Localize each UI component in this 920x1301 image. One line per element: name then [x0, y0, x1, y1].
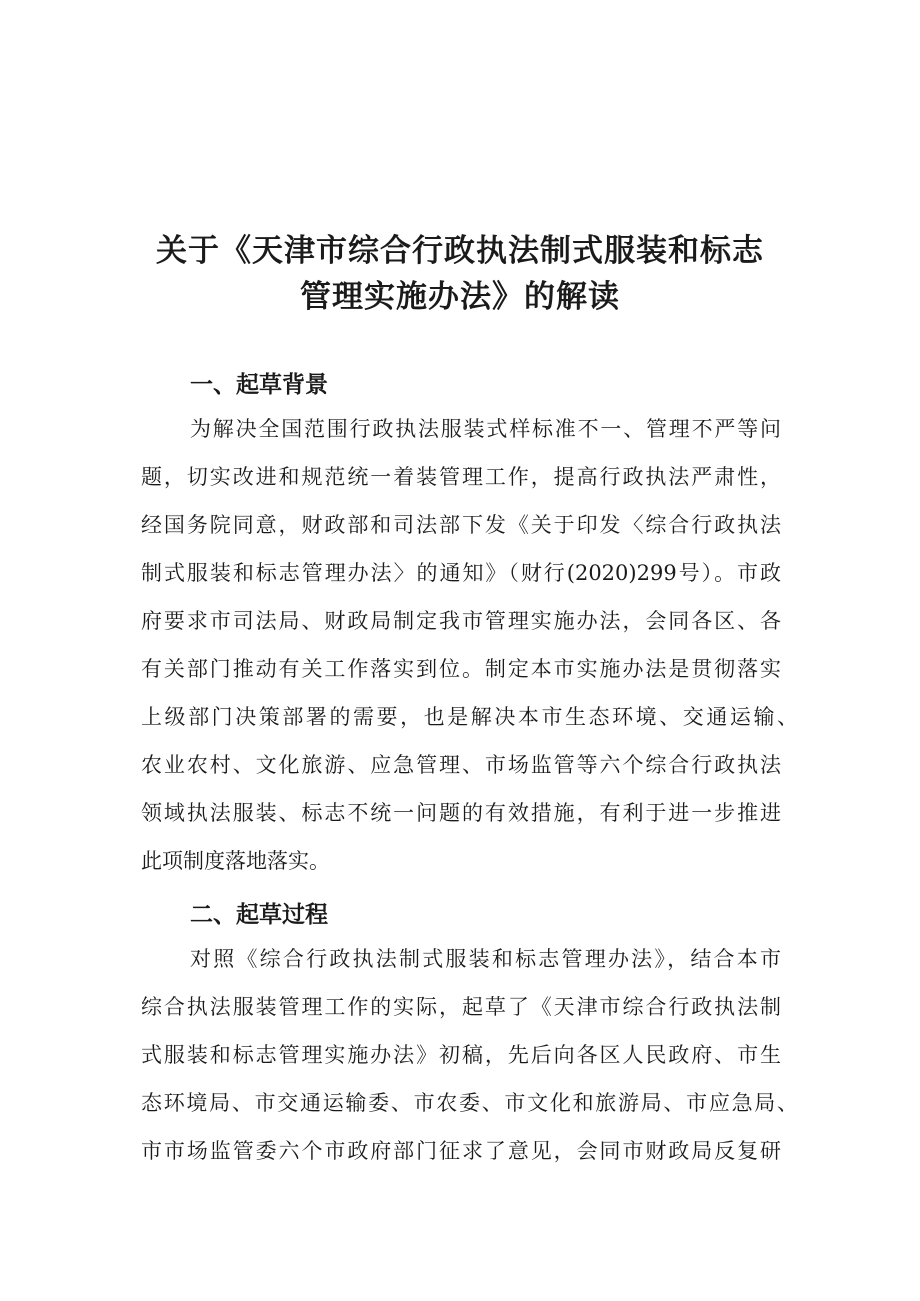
paragraph-line: 式服装和标志管理实施办法》初稿，先后向各区人民政府、市生	[141, 1043, 781, 1067]
paragraph-line: 为解决全国范围行政执法服装式样标准不一、管理不严等问	[190, 417, 781, 441]
paragraph-line: 农业农村、文化旅游、应急管理、市场监管等六个综合行政执法	[141, 753, 781, 777]
paragraph-line: 府要求市司法局、财政局制定我市管理实施办法，会同各区、各	[141, 609, 781, 633]
section-heading-background: 一、起草背景	[190, 372, 328, 398]
document-title-line-1: 关于《天津市综合行政执法制式服装和标志	[156, 233, 764, 269]
paragraph-line: 制式服装和标志管理办法〉的通知》（财行(2020)299号）。市政	[141, 561, 781, 585]
paragraph-line: 态环境局、市交通运输委、市农委、市文化和旅游局、市应急局、	[141, 1091, 798, 1115]
paragraph-line: 领域执法服装、标志不统一问题的有效措施，有利于进一步推进	[141, 801, 781, 825]
paragraph-line: 对照《综合行政执法制式服装和标志管理办法》，结合本市	[190, 947, 781, 971]
paragraph-line: 综合执法服装管理工作的实际，起草了《天津市综合行政执法制	[141, 995, 781, 1019]
paragraph-line: 题，切实改进和规范统一着装管理工作，提高行政执法严肃性，	[141, 465, 781, 489]
section-heading-process: 二、起草过程	[190, 902, 328, 928]
paragraph-line: 市市场监管委六个市政府部门征求了意见，会同市财政局反复研	[141, 1139, 781, 1163]
paragraph-line: 经国务院同意，财政部和司法部下发《关于印发〈综合行政执法	[141, 513, 781, 537]
paragraph-line: 有关部门推动有关工作落实到位。制定本市实施办法是贯彻落实	[141, 657, 781, 681]
paragraph-line: 上级部门决策部署的需要，也是解决本市生态环境、交通运输、	[141, 705, 798, 729]
paragraph-line: 此项制度落地落实。	[141, 849, 330, 873]
document-title-line-2: 管理实施办法》的解读	[300, 279, 620, 315]
